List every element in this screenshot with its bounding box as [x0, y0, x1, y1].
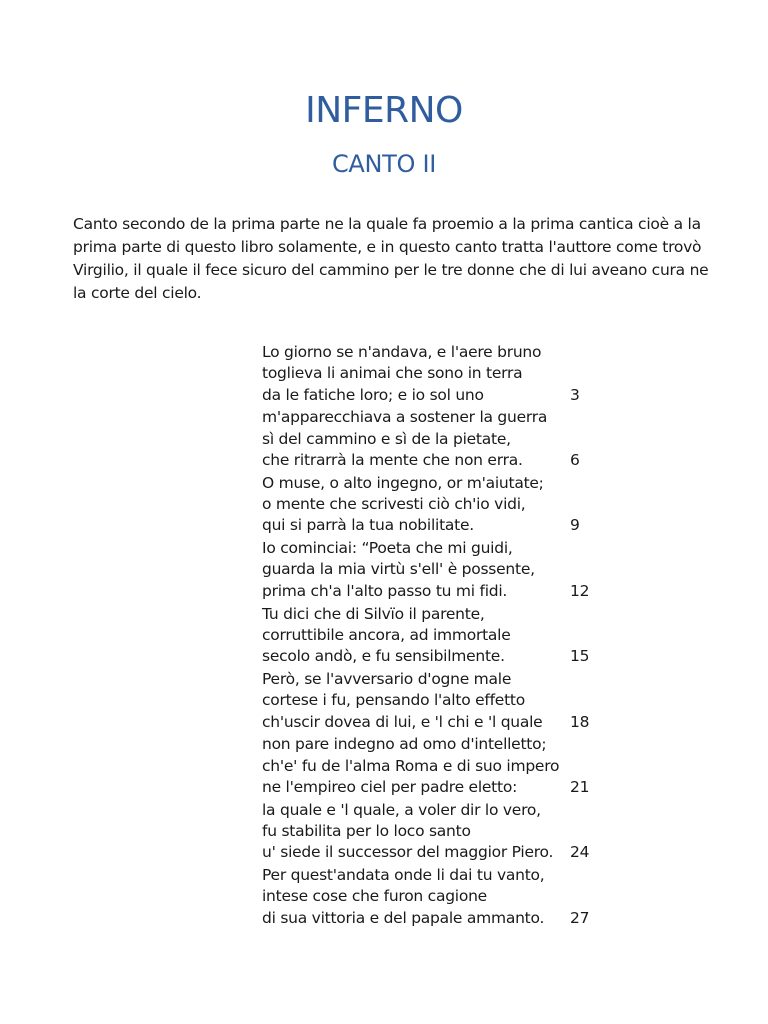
verse-line: corruttibile ancora, ad immortale — [262, 625, 511, 644]
line-number: 12 — [570, 581, 590, 600]
verse-line: di sua vittoria e del papale ammanto. 27 — [262, 908, 602, 929]
verse-line: toglieva li animai che sono in terra — [262, 364, 523, 383]
verse-line: guarda la mia virtù s'ell' è possente, — [262, 560, 535, 579]
verse-line: da le fatiche loro; e io sol uno 3 — [262, 385, 602, 406]
line-number: 9 — [570, 516, 580, 535]
verse-line: qui si parrà la tua nobilitate. 9 — [262, 515, 602, 536]
verse-line: u' siede il successor del maggior Piero. 24 — [262, 842, 602, 863]
verse-line: sì del cammino e sì de la pietate, — [262, 429, 511, 448]
page-title: INFERNO — [305, 90, 463, 131]
tercet — [262, 473, 602, 537]
tercet — [262, 342, 602, 406]
verse-line: Però, se l'avversario d'ogne male — [262, 669, 512, 688]
verse-line: ch'uscir dovea di lui, e 'l chi e 'l quale 18 — [262, 712, 602, 733]
verse-line: m'apparecchiava a sostener la guerra — [262, 408, 548, 427]
verse-line: ne l'empireo ciel per padre eletto: 21 — [262, 777, 602, 798]
line-number: 18 — [570, 712, 590, 731]
canto-subtitle: CANTO II — [331, 150, 437, 178]
verse-line: non pare indegno ad omo d'intelletto; — [262, 735, 547, 754]
tercet — [262, 538, 602, 602]
verse-line: O muse, o alto ingegno, or m'aiutate; — [262, 473, 544, 492]
verse-line: Lo giorno se n'andava, e l'aere bruno — [262, 343, 542, 361]
verse-line: ch'e' fu de l'alma Roma e di suo impero — [262, 756, 560, 775]
line-number: 15 — [570, 647, 590, 666]
verse-line: la quale e 'l quale, a voler dir lo vero, — [262, 800, 541, 819]
line-number: 27 — [570, 908, 590, 927]
verse-line: Tu dici che di Silvïo il parente, — [262, 604, 485, 623]
tercet — [262, 800, 602, 864]
tercet — [262, 734, 602, 798]
tercet — [262, 604, 602, 668]
tercet — [262, 407, 602, 471]
line-number: 6 — [570, 450, 580, 469]
canto-introduction: Canto secondo de la prima parte ne la quale fa proemio a la prima cantica cioè a la prima parte di questo libro solamente, e in questo canto tratta l'auttore come trovò Virgilio, il quale il fece sicuro del cammino per le tre donne che di lui aveano cura ne la corte del cielo. — [73, 215, 709, 302]
verse-line: o mente che scrivesti ciò ch'io vidi, — [262, 495, 526, 514]
line-number: 21 — [570, 777, 590, 796]
verse-line: Io cominciai: “Poeta che mi guidi, — [262, 539, 513, 558]
verse-block — [262, 342, 602, 931]
line-number: 24 — [570, 843, 590, 862]
tercet — [262, 669, 602, 733]
verse-line: secolo andò, e fu sensibilmente. 15 — [262, 646, 602, 667]
verse-line: intese cose che furon cagione — [262, 887, 487, 906]
tercet — [262, 865, 602, 929]
verse-line: prima ch'a l'alto passo tu mi fidi. 12 — [262, 581, 602, 602]
verse-line: che ritrarrà la mente che non erra. 6 — [262, 450, 602, 471]
line-number: 3 — [570, 385, 580, 404]
verse-line: Per quest'andata onde li dai tu vanto, — [262, 866, 545, 885]
verse-line: fu stabilita per lo loco santo — [262, 822, 471, 841]
verse-line: cortese i fu, pensando l'alto effetto — [262, 691, 525, 710]
